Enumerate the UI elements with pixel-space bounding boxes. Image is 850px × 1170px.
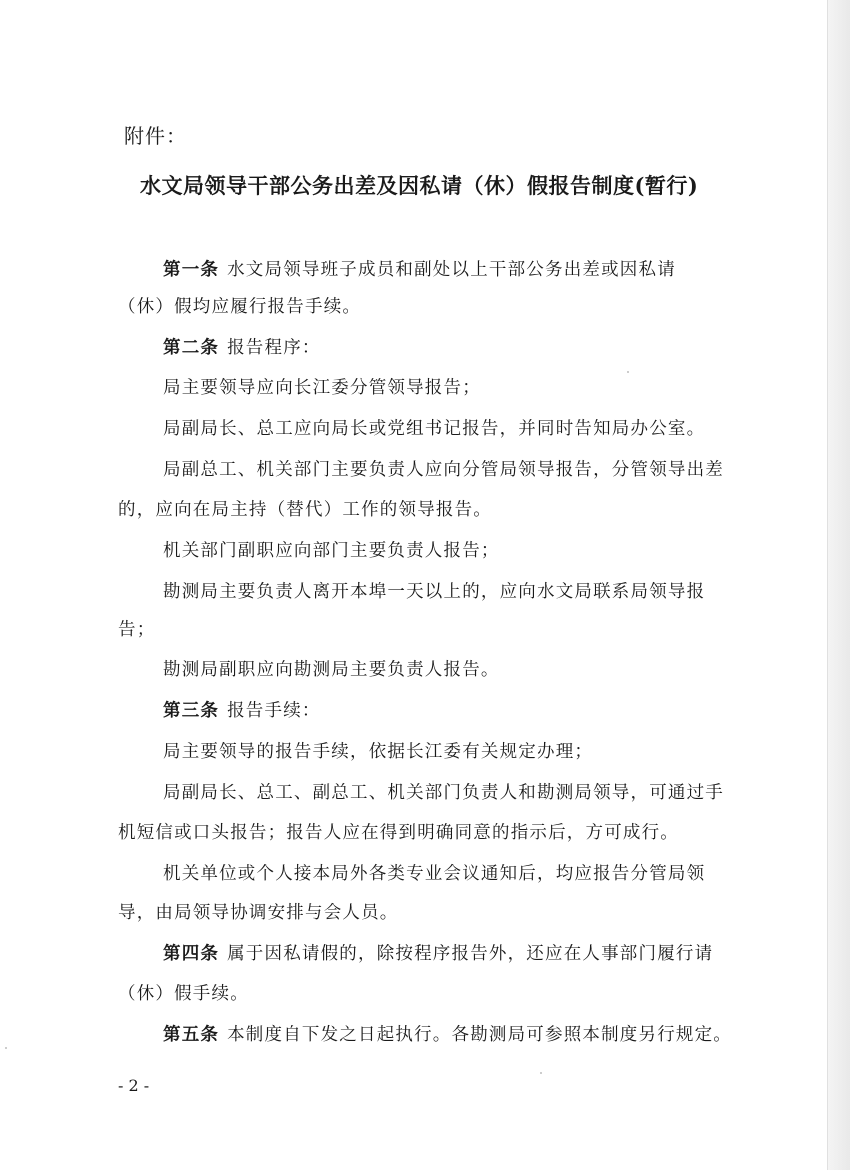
body-line bbox=[163, 697, 321, 722]
line-text: 勘测局主要负责人离开本埠一天以上的，应向水文局联系局领导报 bbox=[163, 582, 706, 602]
line-text: 导，由局领导协调安排与会人员。 bbox=[118, 903, 399, 923]
body-line bbox=[163, 578, 705, 603]
scan-speck bbox=[627, 371, 629, 373]
body-line bbox=[163, 738, 593, 763]
article-heading: 第二条 bbox=[163, 338, 220, 358]
page-number: - 2 - bbox=[118, 1076, 150, 1095]
line-text: 机关部门副职应向部门主要负责人报告； bbox=[163, 541, 500, 561]
body-line bbox=[163, 456, 724, 481]
body-line bbox=[163, 860, 705, 885]
body-line bbox=[118, 899, 399, 924]
line-text: 机关单位或个人接本局外各类专业会议通知后，均应报告分管局领 bbox=[163, 864, 706, 884]
body-line bbox=[163, 334, 321, 359]
body-line bbox=[163, 256, 676, 281]
body-line bbox=[118, 980, 249, 1005]
body-line bbox=[118, 293, 361, 318]
body-line bbox=[118, 616, 155, 641]
line-text: 局副总工、机关部门主要负责人应向分管局领导报告，分管领导出差 bbox=[163, 460, 724, 480]
document-title: 水文局领导干部公务出差及因私请（休）假报告制度(暂行) bbox=[140, 173, 699, 198]
body-line bbox=[163, 779, 724, 804]
article-heading: 第一条 bbox=[163, 260, 220, 280]
line-text: 本制度自下发之日起执行。各勘测局可参照本制度另行规定。 bbox=[227, 1025, 733, 1045]
line-text: 的，应向在局主持（替代）工作的领导报告。 bbox=[118, 500, 492, 520]
body-line bbox=[163, 940, 713, 965]
article-heading: 第三条 bbox=[163, 701, 220, 721]
scan-speck bbox=[540, 1072, 542, 1074]
line-text: （休）假均应履行报告手续。 bbox=[118, 297, 362, 317]
article-heading: 第四条 bbox=[163, 944, 220, 964]
line-text: 勘测局副职应向勘测局主要负责人报告。 bbox=[163, 660, 500, 680]
body-line bbox=[163, 1021, 732, 1046]
scan-edge-shadow bbox=[827, 0, 850, 1170]
line-text: （休）假手续。 bbox=[118, 984, 249, 1004]
line-text: 局副局长、总工、副总工、机关部门负责人和勘测局领导，可通过手 bbox=[163, 783, 724, 803]
body-line bbox=[163, 374, 481, 399]
line-text: 机短信或口头报告；报告人应在得到明确同意的指示后，方可成行。 bbox=[118, 823, 679, 843]
attachment-label: 附件： bbox=[124, 124, 187, 148]
body-line bbox=[163, 415, 705, 440]
line-text: 水文局领导班子成员和副处以上干部公务出差或因私请 bbox=[227, 260, 676, 280]
line-text: 报告手续： bbox=[227, 701, 321, 721]
line-text: 报告程序： bbox=[227, 338, 321, 358]
body-line bbox=[163, 537, 500, 562]
line-text: 告； bbox=[118, 620, 156, 640]
body-line bbox=[118, 496, 492, 521]
line-text: 属于因私请假的，除按程序报告外，还应在人事部门履行请 bbox=[227, 944, 714, 964]
body-line bbox=[118, 819, 679, 844]
body-line bbox=[163, 656, 500, 681]
line-text: 局主要领导的报告手续，依据长江委有关规定办理； bbox=[163, 742, 594, 762]
line-text: 局主要领导应向长江委分管领导报告； bbox=[163, 378, 481, 398]
line-text: 局副局长、总工应向局长或党组书记报告，并同时告知局办公室。 bbox=[163, 419, 706, 439]
scan-speck bbox=[5, 1047, 7, 1049]
article-heading: 第五条 bbox=[163, 1025, 220, 1045]
